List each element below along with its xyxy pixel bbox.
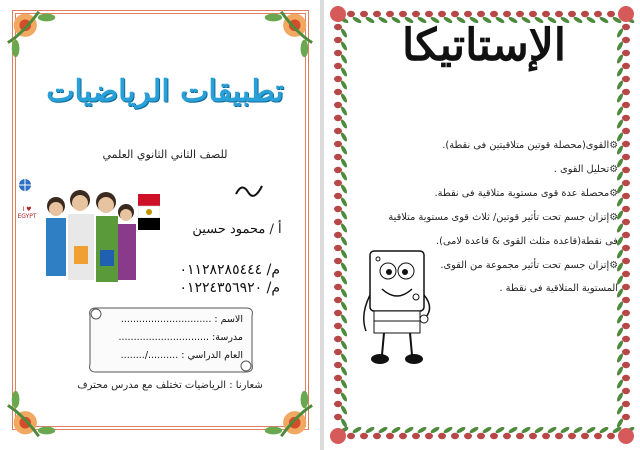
topic-item-continued: المستوية المتلاقية فى نقطة . (499, 283, 618, 294)
phone-2: م/ ٠١٢٢٤٣٥٦٩٢٠ (179, 280, 280, 296)
teacher-name: أ / محمود حسين (192, 222, 282, 237)
floral-corner-bottom-right (258, 386, 316, 444)
spongebob-cartoon (360, 245, 434, 370)
gear-bullet-icon: ⚙ (609, 260, 618, 271)
topic-item-continued: فى نقطة(قاعدة مثلث القوى & قاعدة لامى). (436, 236, 618, 247)
i-love-egypt-logo: I ♥ EGYPT (17, 206, 37, 220)
student-name-field: الاسم : .............................. (120, 314, 243, 325)
statics-title: الإستاتيكا (401, 20, 567, 71)
gear-bullet-icon: ⚙ (609, 212, 618, 223)
topic-item: ⚙تحليل القوى . (553, 164, 618, 175)
calligraphy-mark (234, 180, 264, 198)
gear-bullet-icon: ⚙ (609, 164, 618, 175)
floral-corner-top-left (4, 4, 62, 62)
floral-corner-top-right (258, 4, 316, 62)
grade-subtitle: للصف الثاني الثانوي العلمي (102, 148, 228, 161)
topic-item: ⚙إتزان جسم تحت تأثير مجموعة من القوى. (440, 260, 618, 271)
statics-page (324, 0, 640, 450)
egypt-flag-icon (138, 190, 160, 234)
gear-bullet-icon: ⚙ (609, 140, 618, 151)
school-field: مدرسة: .............................. (118, 332, 243, 343)
phone-1: م/ ٠١١٢٨٢٨٥٤٤٤ (179, 262, 280, 278)
school-year-field: العام الدراسي : ........../........ (120, 350, 243, 361)
slogan: شعارنا : الرياضيات تختلف مع مدرس محترف (77, 380, 263, 391)
topic-item: ⚙القوى(محصلة قوتين متلاقيتين فى نقطة). (442, 140, 618, 151)
globe-icon (18, 178, 32, 192)
floral-corner-bottom-left (4, 386, 62, 444)
topic-item: ⚙إتزان جسم تحت تأثير قوتين/ ثلاث قوى مستوية متلاقية (388, 212, 618, 223)
gear-bullet-icon: ⚙ (609, 188, 618, 199)
students-photo (34, 176, 140, 292)
topic-item: ⚙محصلة عدة قوى مستوية متلاقية فى نقطة. (434, 188, 618, 199)
cover-title: تطبيقات الرياضيات (46, 74, 284, 109)
